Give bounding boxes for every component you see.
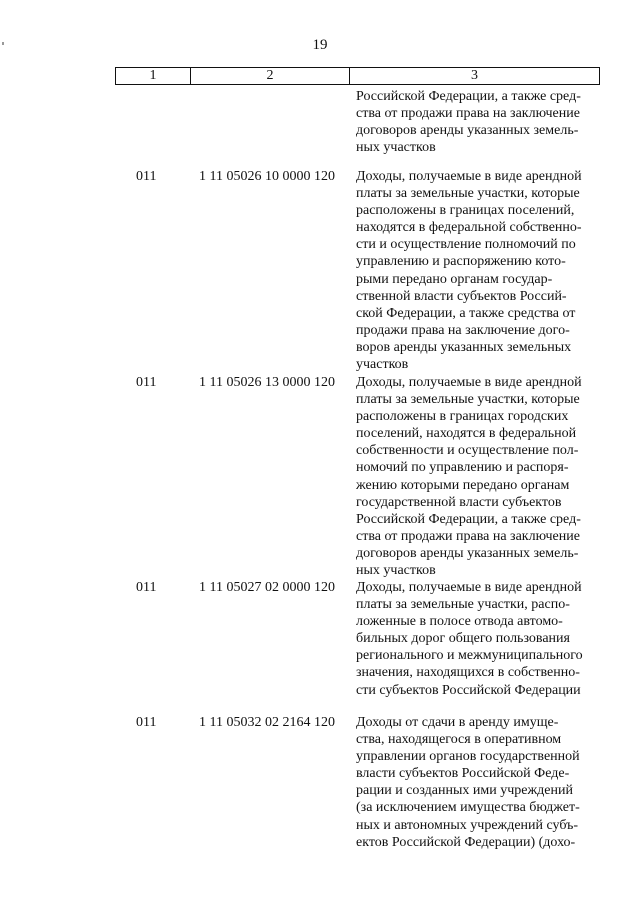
text-line: ства от продажи права на заключение — [356, 528, 580, 544]
text-line: Доходы, получаемые в виде арендной — [356, 169, 582, 184]
text-line: ложенные в полосе отвода автомо- — [356, 614, 563, 630]
row-revenue-code: 1 11 05032 02 2164 120 — [199, 715, 335, 730]
text-line: ных и автономных учреждений субъ- — [356, 817, 579, 833]
row-description — [356, 714, 601, 851]
row-revenue-code: 1 11 05026 13 0000 120 — [199, 375, 335, 390]
text-line: регионального и межмуниципального — [356, 648, 583, 664]
row-description — [356, 374, 601, 579]
text-line: Российской Федерации, а также сред- — [356, 511, 581, 527]
text-line: расположены в границах поселений, — [356, 203, 575, 219]
text-line: (за исключением имущества бюджет- — [356, 800, 580, 816]
text-line: воров аренды указанных земельных — [356, 339, 572, 355]
text-line: рыми передано органам государ- — [356, 271, 553, 287]
text-line: жению которыми передано органам — [356, 477, 570, 493]
text-line: Российской Федерации, а также сред- — [356, 89, 581, 104]
text-line: договоров аренды указанных земель- — [356, 123, 579, 139]
text-line: Доходы от сдачи в аренду имуще- — [356, 715, 559, 730]
text-line: Доходы, получаемые в виде арендной — [356, 375, 582, 390]
text-line: продажи права на заключение дого- — [356, 322, 570, 338]
text-line: поселений, находятся в федеральной — [356, 426, 577, 442]
row-description — [356, 579, 601, 699]
text-line: бильных дорог общего пользования — [356, 631, 570, 647]
text-line: власти субъектов Российской Феде- — [356, 766, 570, 782]
row-description — [356, 168, 601, 373]
text-line: платы за земельные участки, которые — [356, 392, 580, 408]
text-line: номочий по управлению и распоря- — [356, 460, 569, 476]
row-admin-code: 011 — [136, 169, 157, 184]
text-line: значения, находящихся в собственно- — [356, 665, 580, 681]
row-admin-code: 011 — [136, 580, 157, 595]
text-line: Доходы, получаемые в виде арендной — [356, 580, 582, 595]
row-revenue-code: 1 11 05027 02 0000 120 — [199, 580, 335, 595]
text-line: государственной власти субъектов — [356, 494, 562, 510]
text-line: управлении органов государственной — [356, 749, 580, 765]
text-line: договоров аренды указанных земель- — [356, 545, 579, 561]
text-line: ных участков — [356, 563, 436, 579]
text-line: ных участков — [356, 140, 436, 156]
row-admin-code: 011 — [136, 375, 157, 390]
text-line: платы за земельные участки, распо- — [356, 597, 570, 613]
text-line: сти субъектов Российской Федерации — [356, 682, 581, 698]
text-line: платы за земельные участки, которые — [356, 186, 580, 202]
text-line: расположены в границах городских — [356, 409, 569, 425]
text-line: сти и осуществление полномочий по — [356, 237, 576, 253]
header-col-2: 2 — [191, 68, 350, 84]
text-line: участков — [356, 357, 409, 373]
text-line: находятся в федеральной собственно- — [356, 220, 582, 236]
header-col-3: 3 — [471, 68, 478, 83]
table-header — [115, 67, 600, 85]
text-line: рации и созданных ими учреждений — [356, 783, 573, 799]
header-col-1: 1 — [116, 68, 191, 84]
text-line: управлению и распоряжению кото- — [356, 254, 566, 270]
text-line: ства, находящегося в оперативном — [356, 732, 562, 748]
row-revenue-code: 1 11 05026 10 0000 120 — [199, 169, 335, 184]
page-number: 19 — [312, 37, 328, 53]
text-line: ства от продажи права на заключение — [356, 106, 580, 122]
text-line: собственности и осуществление пол- — [356, 443, 579, 459]
text-line: ектов Российской Федерации) (дохо- — [356, 834, 576, 850]
text-line: ственной власти субъектов Россий- — [356, 288, 567, 304]
row-admin-code: 011 — [136, 715, 157, 730]
text-line: ской Федерации, а также средства от — [356, 305, 576, 321]
continuation-text — [356, 88, 601, 156]
